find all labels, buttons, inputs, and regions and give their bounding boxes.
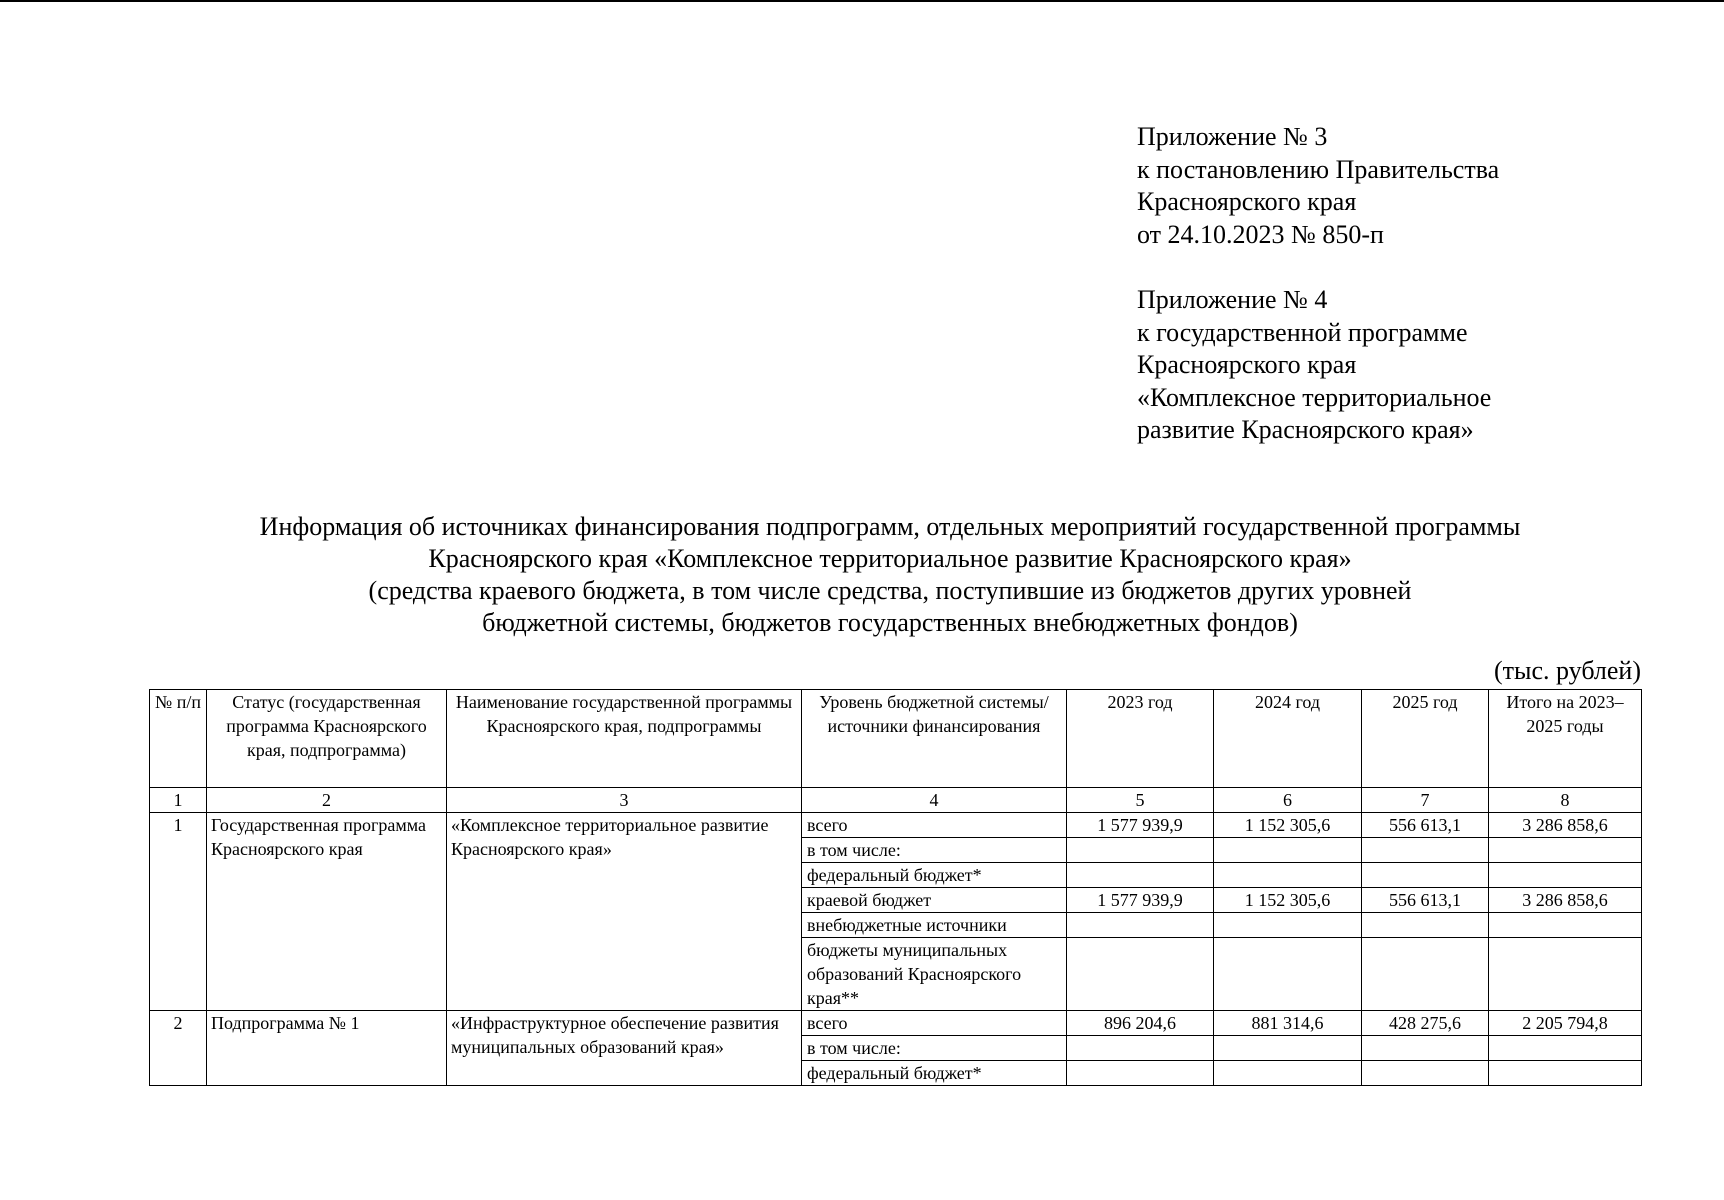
value-total — [1489, 1061, 1642, 1086]
value-2025 — [1362, 938, 1489, 1011]
column-number-row — [150, 788, 1642, 813]
value-2023 — [1067, 863, 1214, 888]
value-2023 — [1067, 838, 1214, 863]
header-number: № п/п — [150, 690, 207, 788]
value-total — [1489, 913, 1642, 938]
value-total — [1489, 838, 1642, 863]
title-line: бюджетной системы, бюджетов государственных внебюджетных фондов) — [482, 608, 1298, 637]
header-budget-level: Уровень бюджетной системы/источники финансирования — [802, 690, 1067, 788]
column-number: 4 — [802, 788, 1067, 813]
column-number: 3 — [447, 788, 802, 813]
appendix-3-block — [1137, 121, 1499, 251]
budget-level: бюджеты муниципальных образований Красноярского края** — [802, 938, 1067, 1011]
value-2023: 1 577 939,9 — [1067, 813, 1214, 838]
table-row — [150, 813, 1642, 838]
appendix-line: Приложение № 4 — [1137, 285, 1328, 314]
budget-level: в том числе: — [802, 838, 1067, 863]
budget-level: внебюджетные источники — [802, 913, 1067, 938]
header-total: Итого на 2023–2025 годы — [1489, 690, 1642, 788]
value-2025 — [1362, 1036, 1489, 1061]
column-number: 5 — [1067, 788, 1214, 813]
budget-level: федеральный бюджет* — [802, 1061, 1067, 1086]
appendix-line: к государственной программе — [1137, 317, 1468, 347]
budget-level: всего — [802, 813, 1067, 838]
value-2025: 428 275,6 — [1362, 1011, 1489, 1036]
value-total — [1489, 863, 1642, 888]
value-2023 — [1067, 938, 1214, 1011]
column-number: 6 — [1214, 788, 1362, 813]
appendix-line: Красноярского края — [1137, 350, 1357, 379]
appendix-line: Красноярского края — [1137, 187, 1357, 216]
row-program-name: «Инфраструктурное обеспечение развития муниципальных образований края» — [447, 1011, 802, 1086]
value-total: 3 286 858,6 — [1489, 888, 1642, 913]
value-2024 — [1214, 938, 1362, 1011]
financing-table — [149, 689, 1642, 1086]
value-2025 — [1362, 913, 1489, 938]
header-status: Статус (государственная программа Красноярского края, подпрограмма) — [207, 690, 447, 788]
row-number: 1 — [150, 813, 207, 1011]
value-2024 — [1214, 1036, 1362, 1061]
header-row — [150, 690, 1642, 788]
appendix-line: «Комплексное территориальное — [1137, 382, 1492, 412]
header-2023: 2023 год — [1067, 690, 1214, 788]
value-2023 — [1067, 913, 1214, 938]
value-total: 3 286 858,6 — [1489, 813, 1642, 838]
column-number: 2 — [207, 788, 447, 813]
budget-level: всего — [802, 1011, 1067, 1036]
value-2025: 556 613,1 — [1362, 813, 1489, 838]
value-2024 — [1214, 1061, 1362, 1086]
row-program-name: «Комплексное территориальное развитие Красноярского края» — [447, 813, 802, 1011]
appendix-4-block — [1137, 284, 1491, 447]
value-2023: 1 577 939,9 — [1067, 888, 1214, 913]
value-2023 — [1067, 1036, 1214, 1061]
value-total: 2 205 794,8 — [1489, 1011, 1642, 1036]
budget-level: в том числе: — [802, 1036, 1067, 1061]
value-total — [1489, 938, 1642, 1011]
title-line: (средства краевого бюджета, в том числе средства, поступившие из бюджетов других уровней — [368, 576, 1412, 605]
value-2023 — [1067, 1061, 1214, 1086]
table-row — [150, 1011, 1642, 1036]
value-2023: 896 204,6 — [1067, 1011, 1214, 1036]
column-number: 7 — [1362, 788, 1489, 813]
value-2024: 1 152 305,6 — [1214, 888, 1362, 913]
budget-level: краевой бюджет — [802, 888, 1067, 913]
appendix-line: Приложение № 3 — [1137, 122, 1328, 151]
row-status: Подпрограмма № 1 — [207, 1011, 447, 1086]
value-2025 — [1362, 863, 1489, 888]
appendix-line: от 24.10.2023 № 850-п — [1137, 219, 1384, 249]
top-border-line — [0, 0, 1724, 2]
value-2024 — [1214, 863, 1362, 888]
value-2024 — [1214, 838, 1362, 863]
budget-level: федеральный бюджет* — [802, 863, 1067, 888]
row-number: 2 — [150, 1011, 207, 1086]
value-2025: 556 613,1 — [1362, 888, 1489, 913]
document-title — [150, 511, 1630, 639]
row-status: Государственная программа Красноярского края — [207, 813, 447, 1011]
value-2024 — [1214, 913, 1362, 938]
appendix-line: к постановлению Правительства — [1137, 154, 1500, 184]
column-number: 1 — [150, 788, 207, 813]
value-2024: 881 314,6 — [1214, 1011, 1362, 1036]
column-number: 8 — [1489, 788, 1642, 813]
value-2024: 1 152 305,6 — [1214, 813, 1362, 838]
header-2024: 2024 год — [1214, 690, 1362, 788]
header-2025: 2025 год — [1362, 690, 1489, 788]
value-2025 — [1362, 838, 1489, 863]
units-label: (тыс. рублей) — [1493, 656, 1641, 685]
header-name: Наименование государственной программы Красноярского края, подпрограммы — [447, 690, 802, 788]
appendix-line: развитие Красноярского края» — [1137, 415, 1474, 444]
value-total — [1489, 1036, 1642, 1061]
title-line: Информация об источниках финансирования подпрограмм, отдельных мероприятий государственной программы — [259, 512, 1521, 541]
value-2025 — [1362, 1061, 1489, 1086]
title-line: Красноярского края «Комплексное территориальное развитие Красноярского края» — [428, 544, 1352, 573]
